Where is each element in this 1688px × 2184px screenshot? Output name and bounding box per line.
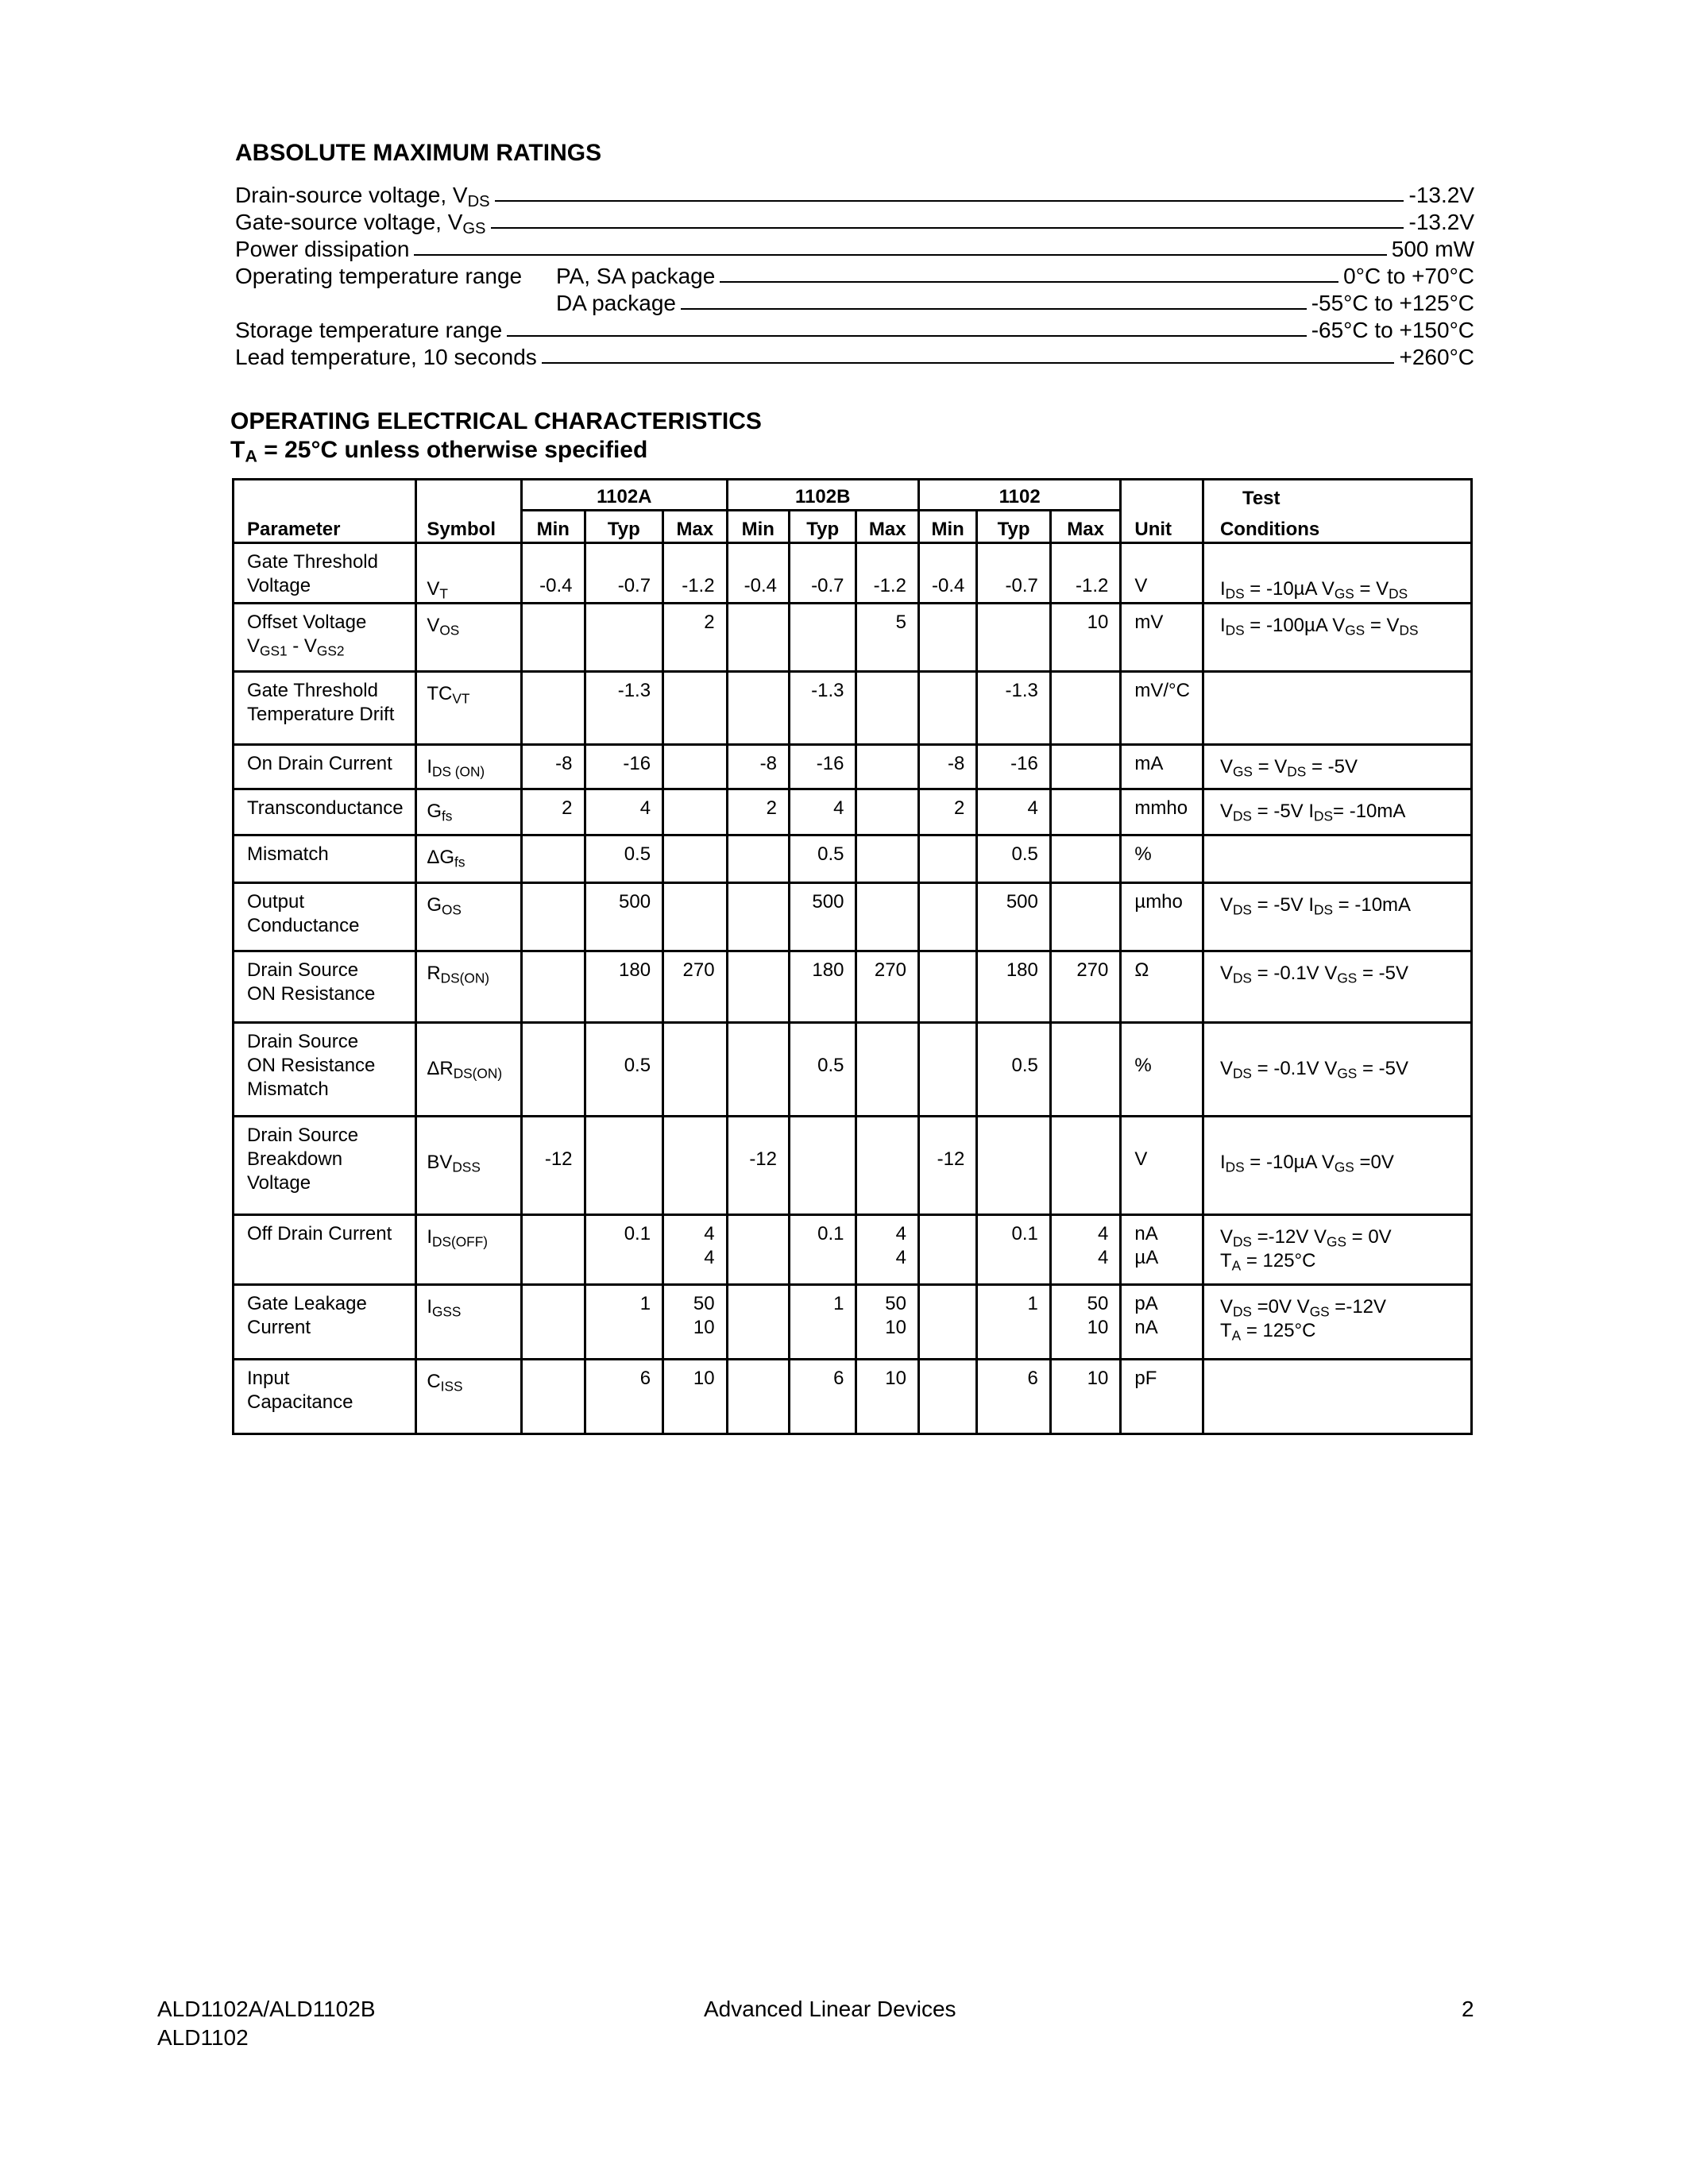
rating-row — [235, 264, 1474, 291]
table-row — [234, 543, 1472, 604]
value-cell: 2 — [522, 789, 585, 835]
value-cell — [918, 835, 976, 883]
value-cell — [727, 951, 789, 1023]
value-cell — [522, 672, 585, 745]
value-cell: 4 — [790, 789, 856, 835]
value-cell — [790, 604, 856, 672]
symbol-cell: $TC_{VT}$ — [416, 672, 522, 745]
conditions-cell: $I_{DS} = -10\mu A$ $V_{GS} = V_{DS}$ — [1203, 543, 1471, 604]
value-cell: 0.5 — [790, 1023, 856, 1117]
table-row — [234, 951, 1472, 1023]
value-cell — [856, 1023, 918, 1117]
value-cell: -0.7 — [977, 543, 1051, 604]
footer-part-line-1: ALD1102A/ALD1102B — [157, 1997, 376, 2021]
unit-cell: nA µA — [1121, 1215, 1203, 1285]
value-cell — [522, 1215, 585, 1285]
value-cell: 0.1 — [790, 1215, 856, 1285]
symbol-cell: $V_T$ — [416, 543, 522, 604]
value-cell: -12 — [522, 1117, 585, 1215]
group-header-1102: 1102 — [918, 480, 1120, 511]
leader-line — [507, 335, 1307, 337]
value-cell: 0.5 — [585, 1023, 663, 1117]
parameter-cell: Mismatch — [234, 835, 416, 883]
symbol-cell: $G_{fs}$ — [416, 789, 522, 835]
value-cell — [663, 789, 727, 835]
rating-row — [235, 183, 1474, 210]
value-cell: -16 — [585, 745, 663, 789]
value-cell: 50 10 — [663, 1285, 727, 1360]
conditions-cell: $V_{DS} =0V$ $V_{GS} =-12V$ $T_A = 125^\circ C$ — [1203, 1285, 1471, 1360]
unit-cell: V — [1121, 543, 1203, 604]
value-cell: -8 — [522, 745, 585, 789]
parameter-cell: Gate Threshold Voltage — [234, 543, 416, 604]
value-cell: 10 — [856, 1360, 918, 1434]
symbol-cell: $BV_{DSS}$ — [416, 1117, 522, 1215]
rating-label: Operating temperature range — [235, 264, 523, 288]
rating-value: 500 mW — [1391, 237, 1474, 261]
value-cell: 500 — [977, 883, 1051, 951]
value-cell — [522, 604, 585, 672]
value-cell: 4 — [585, 789, 663, 835]
unit-cell: pF — [1121, 1360, 1203, 1434]
value-cell: 2 — [663, 604, 727, 672]
page-number: 2 — [1462, 1997, 1474, 2021]
leader-line — [542, 362, 1394, 364]
value-cell: -1.3 — [585, 672, 663, 745]
value-cell — [856, 789, 918, 835]
value-cell — [585, 1117, 663, 1215]
table-row — [234, 1023, 1472, 1117]
footer-company: Advanced Linear Devices — [704, 1997, 956, 2021]
value-cell: -1.2 — [1050, 543, 1121, 604]
header-max: Max — [856, 511, 918, 543]
rating-value: -55°C to +125°C — [1311, 291, 1474, 315]
conditions-cell: $V_{DS} = -0.1V$ $V_{GS} = -5V$ — [1203, 1023, 1471, 1117]
rating-label: Storage temperature range — [235, 318, 503, 342]
table-row — [234, 1285, 1472, 1360]
rating-sub-label: DA package — [556, 291, 676, 315]
value-cell: -8 — [918, 745, 976, 789]
conditions-cell — [1203, 672, 1471, 745]
value-cell — [663, 883, 727, 951]
value-cell — [663, 745, 727, 789]
rating-value: -13.2V — [1408, 210, 1474, 234]
leader-line — [720, 281, 1338, 283]
header-min: Min — [727, 511, 789, 543]
table-row — [234, 1215, 1472, 1285]
parameter-cell: Drain Source Breakdown Voltage — [234, 1117, 416, 1215]
value-cell: 4 4 — [663, 1215, 727, 1285]
value-cell: 270 — [663, 951, 727, 1023]
parameter-cell: Input Capacitance — [234, 1360, 416, 1434]
unit-cell: pA nA — [1121, 1285, 1203, 1360]
footer-part-line-2: ALD1102 — [157, 2025, 249, 2050]
unit-cell: mV/°C — [1121, 672, 1203, 745]
value-cell — [727, 1215, 789, 1285]
symbol-cell: $I_{GSS}$ — [416, 1285, 522, 1360]
leader-line — [491, 227, 1404, 229]
absolute-maximum-ratings-title: ABSOLUTE MAXIMUM RATINGS — [235, 140, 602, 166]
header-max: Max — [663, 511, 727, 543]
value-cell: 270 — [1050, 951, 1121, 1023]
unit-cell: Ω — [1121, 951, 1203, 1023]
value-cell — [522, 951, 585, 1023]
value-cell — [1050, 1117, 1121, 1215]
value-cell: -12 — [727, 1117, 789, 1215]
value-cell — [1050, 672, 1121, 745]
value-cell: 10 — [1050, 1360, 1121, 1434]
unit-cell: mA — [1121, 745, 1203, 789]
value-cell — [977, 604, 1051, 672]
footer-part-numbers — [157, 1995, 376, 2052]
header-conditions: Conditions — [1203, 511, 1471, 543]
value-cell — [522, 883, 585, 951]
leader-line — [495, 200, 1404, 202]
value-cell: 50 10 — [1050, 1285, 1121, 1360]
electrical-characteristics-table — [232, 478, 1473, 1435]
operating-characteristics-subtitle: $T_A = 25^\circ C$ unless otherwise specified — [230, 437, 648, 466]
table-row — [234, 1360, 1472, 1434]
value-cell: 6 — [977, 1360, 1051, 1434]
symbol-cell: $V_{OS}$ — [416, 604, 522, 672]
value-cell — [1050, 883, 1121, 951]
value-cell — [522, 835, 585, 883]
value-cell: 1 — [585, 1285, 663, 1360]
value-cell — [856, 672, 918, 745]
value-cell: -12 — [918, 1117, 976, 1215]
value-cell: -1.3 — [790, 672, 856, 745]
value-cell — [856, 835, 918, 883]
rating-row — [235, 318, 1474, 345]
conditions-cell: $I_{DS} = -10\mu A$ $V_{GS} =0V$ — [1203, 1117, 1471, 1215]
conditions-cell: $V_{GS} = V_{DS} = -5V$ — [1203, 745, 1471, 789]
value-cell: -0.4 — [522, 543, 585, 604]
value-cell — [918, 951, 976, 1023]
header-symbol: Symbol — [416, 511, 522, 543]
conditions-cell: $V_{DS} =-12V$ $V_{GS} = 0V$ $T_A = 125^\circ C$ — [1203, 1215, 1471, 1285]
value-cell: -8 — [727, 745, 789, 789]
value-cell: 6 — [585, 1360, 663, 1434]
value-cell — [727, 672, 789, 745]
value-cell — [522, 1360, 585, 1434]
value-cell — [918, 1215, 976, 1285]
value-cell — [918, 1023, 976, 1117]
value-cell — [1050, 1023, 1121, 1117]
value-cell — [918, 672, 976, 745]
value-cell: 180 — [790, 951, 856, 1023]
symbol-cell: $G_{OS}$ — [416, 883, 522, 951]
value-cell: 180 — [977, 951, 1051, 1023]
value-cell: 1 — [977, 1285, 1051, 1360]
value-cell: 270 — [856, 951, 918, 1023]
value-cell — [727, 883, 789, 951]
value-cell — [918, 1285, 976, 1360]
table-row — [234, 835, 1472, 883]
parameter-cell: Off Drain Current — [234, 1215, 416, 1285]
value-cell — [727, 604, 789, 672]
value-cell — [727, 835, 789, 883]
table-row — [234, 745, 1472, 789]
rating-value: -13.2V — [1408, 183, 1474, 207]
value-cell — [585, 604, 663, 672]
value-cell — [663, 1023, 727, 1117]
symbol-cell: $I_{DS (ON)}$ — [416, 745, 522, 789]
parameter-cell: On Drain Current — [234, 745, 416, 789]
rating-label: Gate-source voltage, $V_{GS}$ — [235, 210, 486, 238]
value-cell: 0.1 — [977, 1215, 1051, 1285]
value-cell — [522, 1023, 585, 1117]
conditions-cell: $V_{DS} = -5V$ $I_{DS} = -10mA$ — [1203, 883, 1471, 951]
value-cell: -0.4 — [727, 543, 789, 604]
value-cell — [918, 883, 976, 951]
value-cell: 10 — [1050, 604, 1121, 672]
rating-label: Drain-source voltage, $V_{DS}$ — [235, 183, 490, 211]
test-header: Test — [1203, 480, 1471, 511]
value-cell — [1050, 745, 1121, 789]
value-cell: 50 10 — [856, 1285, 918, 1360]
value-cell — [663, 1117, 727, 1215]
symbol-cell: $\Delta G_{fs}$ — [416, 835, 522, 883]
header-typ: Typ — [977, 511, 1051, 543]
conditions-cell: $V_{DS} = -0.1V$ $V_{GS} = -5V$ — [1203, 951, 1471, 1023]
rating-label: Lead temperature, 10 seconds — [235, 345, 537, 369]
rating-value: +260°C — [1399, 345, 1474, 369]
value-cell — [727, 1360, 789, 1434]
value-cell: 1 — [790, 1285, 856, 1360]
value-cell — [856, 1117, 918, 1215]
table-row — [234, 1117, 1472, 1215]
value-cell: 500 — [790, 883, 856, 951]
value-cell: 5 — [856, 604, 918, 672]
value-cell — [918, 604, 976, 672]
operating-characteristics-title: OPERATING ELECTRICAL CHARACTERISTICS — [230, 408, 762, 434]
conditions-cell: $I_{DS} = -100\mu A$ $V_{GS} = V_{DS}$ — [1203, 604, 1471, 672]
unit-cell: V — [1121, 1117, 1203, 1215]
value-cell: -16 — [977, 745, 1051, 789]
header-min: Min — [918, 511, 976, 543]
value-cell: 4 4 — [856, 1215, 918, 1285]
symbol-cell: $I_{DS(OFF)}$ — [416, 1215, 522, 1285]
unit-cell: mmho — [1121, 789, 1203, 835]
rating-row — [235, 237, 1474, 264]
conditions-cell — [1203, 1360, 1471, 1434]
rating-value: 0°C to +70°C — [1343, 264, 1474, 288]
group-header-1102b: 1102B — [727, 480, 918, 511]
value-cell: -1.2 — [663, 543, 727, 604]
table-row — [234, 789, 1472, 835]
unit-cell: mV — [1121, 604, 1203, 672]
rating-value: -65°C to +150°C — [1311, 318, 1474, 342]
table-row — [234, 672, 1472, 745]
rating-row — [235, 210, 1474, 237]
symbol-cell: $C_{ISS}$ — [416, 1360, 522, 1434]
value-cell — [856, 745, 918, 789]
value-cell: 0.5 — [790, 835, 856, 883]
table-row — [234, 604, 1472, 672]
value-cell: 0.1 — [585, 1215, 663, 1285]
value-cell — [727, 1285, 789, 1360]
rating-label: Power dissipation — [235, 237, 410, 261]
header-typ: Typ — [585, 511, 663, 543]
value-cell: 0.5 — [977, 835, 1051, 883]
value-cell — [856, 883, 918, 951]
value-cell: 180 — [585, 951, 663, 1023]
value-cell: 0.5 — [585, 835, 663, 883]
symbol-cell: $\Delta R_{DS(ON)}$ — [416, 1023, 522, 1117]
value-cell — [727, 1023, 789, 1117]
parameter-cell: Gate Threshold Temperature Drift — [234, 672, 416, 745]
parameter-cell: Drain Source ON Resistance Mismatch — [234, 1023, 416, 1117]
unit-cell: % — [1121, 835, 1203, 883]
conditions-cell: $V_{DS} = -5V$ $I_{DS}= -10mA$ — [1203, 789, 1471, 835]
value-cell: 2 — [727, 789, 789, 835]
group-header-1102a: 1102A — [522, 480, 728, 511]
value-cell — [918, 1360, 976, 1434]
unit-cell: % — [1121, 1023, 1203, 1117]
value-cell: 4 — [977, 789, 1051, 835]
header-unit: Unit — [1121, 511, 1203, 543]
header-parameter: Parameter — [234, 511, 416, 543]
parameter-cell: Transconductance — [234, 789, 416, 835]
rating-row — [235, 291, 1474, 318]
unit-cell: µmho — [1121, 883, 1203, 951]
value-cell: 10 — [663, 1360, 727, 1434]
parameter-cell: Output Conductance — [234, 883, 416, 951]
table-row — [234, 883, 1472, 951]
value-cell — [522, 1285, 585, 1360]
header-min: Min — [522, 511, 585, 543]
leader-line — [681, 308, 1307, 310]
value-cell: 2 — [918, 789, 976, 835]
value-cell — [1050, 835, 1121, 883]
value-cell — [663, 672, 727, 745]
value-cell: 0.5 — [977, 1023, 1051, 1117]
value-cell — [790, 1117, 856, 1215]
value-cell: -0.4 — [918, 543, 976, 604]
value-cell: -1.2 — [856, 543, 918, 604]
table-header-group-row — [234, 480, 1472, 511]
table-header-row — [234, 511, 1472, 543]
value-cell: 500 — [585, 883, 663, 951]
parameter-cell: Gate Leakage Current — [234, 1285, 416, 1360]
value-cell — [663, 835, 727, 883]
value-cell: -16 — [790, 745, 856, 789]
value-cell: 4 4 — [1050, 1215, 1121, 1285]
value-cell — [977, 1117, 1051, 1215]
rating-sub-label: PA, SA package — [556, 264, 716, 288]
header-typ: Typ — [790, 511, 856, 543]
conditions-cell — [1203, 835, 1471, 883]
parameter-cell: Offset Voltage $V_{GS1} - V_{GS2}$ — [234, 604, 416, 672]
header-max: Max — [1050, 511, 1121, 543]
value-cell: 6 — [790, 1360, 856, 1434]
value-cell — [1050, 789, 1121, 835]
value-cell: -0.7 — [585, 543, 663, 604]
symbol-cell: $R_{DS(ON)}$ — [416, 951, 522, 1023]
leader-line — [414, 254, 1387, 256]
parameter-cell: Drain Source ON Resistance — [234, 951, 416, 1023]
value-cell: -1.3 — [977, 672, 1051, 745]
value-cell: -0.7 — [790, 543, 856, 604]
rating-row — [235, 345, 1474, 372]
